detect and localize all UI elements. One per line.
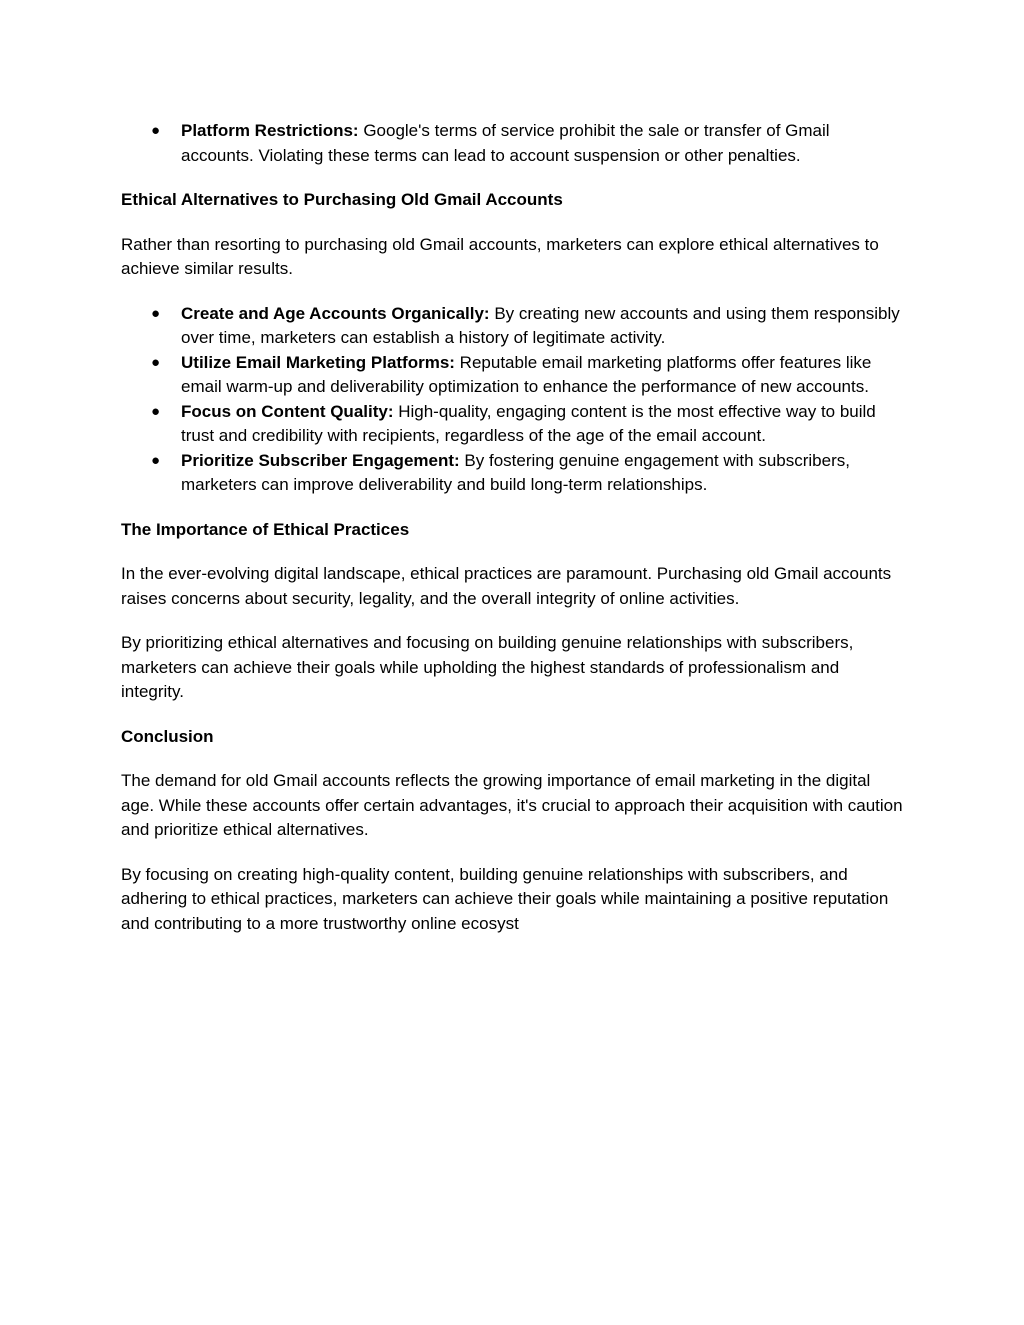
list-item-text: By creating new accounts and using them responsibly over time, marketers can establish a history of legitimate activity. bbox=[181, 303, 900, 347]
list-item-label: Create and Age Accounts Organically: bbox=[181, 303, 490, 323]
list-item bbox=[121, 400, 906, 449]
list-item-text: High-quality, engaging content is the most effective way to build trust and credibility with recipients, regardless of the age of the email account. bbox=[181, 401, 876, 445]
alternatives-bullet-list bbox=[121, 302, 906, 498]
list-item-text: Reputable email marketing platforms offer features like email warm-up and deliverability optimization to enhance the performance of new accounts. bbox=[181, 352, 872, 396]
bullet-icon: ● bbox=[151, 451, 161, 469]
list-item-label: Prioritize Subscriber Engagement: bbox=[181, 450, 460, 470]
paragraph: In the ever-evolving digital landscape, ethical practices are paramount. Purchasing old Gmail accounts raises concerns about security, legality, and the overall integrity of online activities. bbox=[121, 564, 892, 608]
document-body bbox=[121, 119, 906, 936]
bullet-icon: ● bbox=[151, 122, 161, 139]
bullet-icon: ● bbox=[151, 402, 161, 420]
paragraph: The demand for old Gmail accounts reflects the growing importance of email marketing in the digital age. While these accounts offer certain advantages, it's crucial to approach their acquisition with caution and prioritize ethical alternatives. bbox=[121, 771, 903, 839]
paragraph: Rather than resorting to purchasing old Gmail accounts, marketers can explore ethical alternatives to achieve similar results. bbox=[121, 234, 879, 278]
section-heading: The Importance of Ethical Practices bbox=[121, 519, 410, 539]
list-item-text: Google's terms of service prohibit the sale or transfer of Gmail accounts. Violating these terms can lead to account suspension or other penalties. bbox=[181, 121, 830, 165]
list-item bbox=[121, 449, 906, 498]
paragraph: By prioritizing ethical alternatives and focusing on building genuine relationships with subscribers, marketers can achieve their goals while upholding the highest standards of professionalism and integrity. bbox=[121, 633, 854, 701]
list-item bbox=[121, 351, 906, 400]
top-bullet-list bbox=[121, 119, 906, 168]
list-item bbox=[121, 119, 906, 168]
list-item-label: Focus on Content Quality: bbox=[181, 401, 394, 421]
list-item bbox=[121, 302, 906, 351]
list-item-label: Utilize Email Marketing Platforms: bbox=[181, 352, 455, 372]
section-heading: Ethical Alternatives to Purchasing Old Gmail Accounts bbox=[121, 190, 563, 209]
paragraph: By focusing on creating high-quality content, building genuine relationships with subscribers, and adhering to ethical practices, marketers can achieve their goals while maintaining a positive reputation and contributing to a more trustworthy online ecosyst bbox=[121, 864, 889, 933]
section-heading: Conclusion bbox=[121, 726, 214, 746]
bullet-icon: ● bbox=[151, 304, 161, 322]
bullet-icon: ● bbox=[151, 353, 161, 371]
list-item-label: Platform Restrictions: bbox=[181, 121, 359, 140]
list-item-text: By fostering genuine engagement with subscribers, marketers can improve deliverability and build long-term relationships. bbox=[181, 450, 850, 494]
